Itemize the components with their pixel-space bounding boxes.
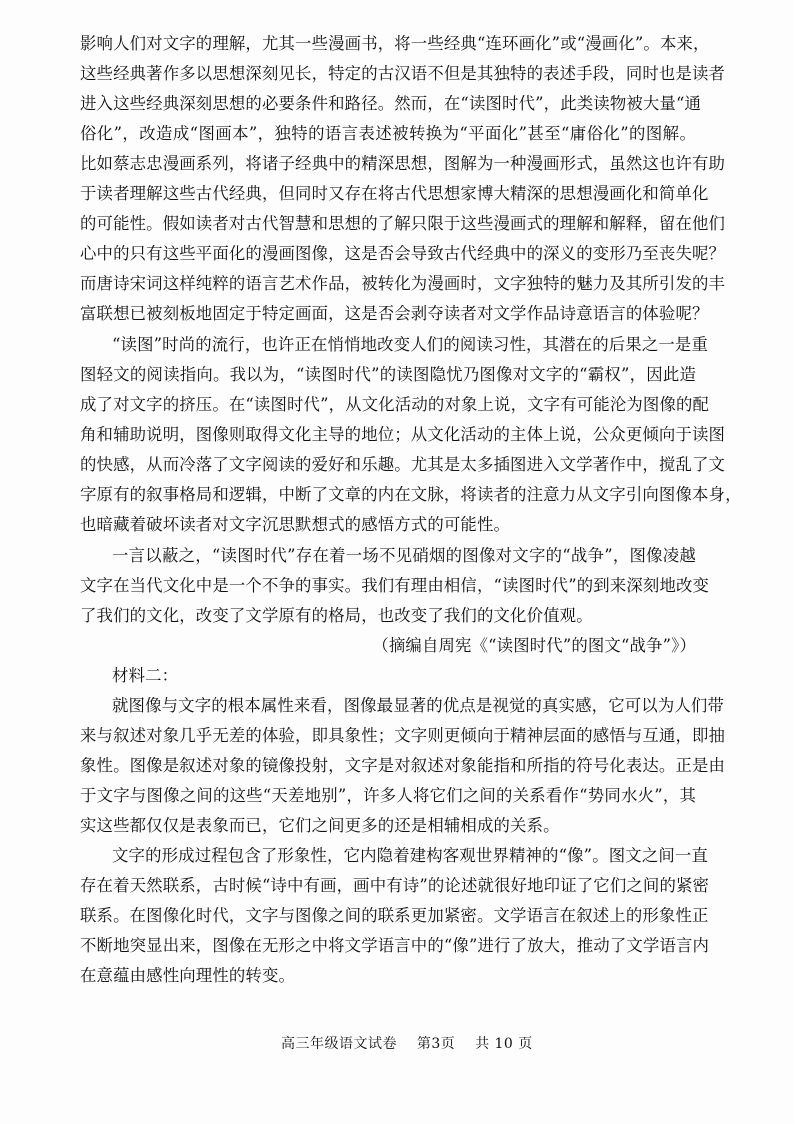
footer-page-number: 第3页: [416, 1036, 456, 1052]
body-line: 字原有的叙事格局和逻辑，中断了文章的内在文脉，将读者的注意力从文字引向图像本身，: [80, 485, 742, 504]
page-footer: [0, 1014, 794, 1074]
body-line: 图轻文的阅读指向。我以为，“读图时代”的读图隐忧乃图像对文字的“霸权”，因此造: [80, 365, 696, 384]
body-line: 一言以蔽之，“读图时代”存在着一场不见硝烟的图像对文字的“战争”，图像凌越: [112, 546, 696, 565]
body-line: 比如蔡志忠漫画系列，将诸子经典中的精深思想，图解为一种漫画形式，虽然这也许有助: [80, 154, 726, 173]
body-line: 文字在当代文化中是一个不争的事实。我们有理由相信，“读图时代”的到来深刻地改变: [80, 576, 710, 595]
body-line: 象性。图像是叙述对象的镜像投射，文字是对叙述对象能指和所指的符号化表达。正是由: [80, 756, 726, 775]
body-line: 了我们的文化，改变了文学原有的格局，也改变了我们的文化价值观。: [80, 606, 593, 625]
body-line: 这些经典著作多以思想深刻见长，特定的古汉语不但是其独特的表述手段，同时也是读者: [80, 64, 726, 83]
body-line: 进入这些经典深刻思想的必要条件和路径。然而，在“读图时代”，此类读物被大量“通: [80, 94, 702, 113]
footer-total-pages: 共 10 页: [475, 1036, 533, 1052]
body-line: 文字的形成过程包含了形象性，它内隐着建构客观世界精神的“像”。图文之间一直: [112, 846, 708, 865]
body-line: 联系。在图像化时代，文字与图像之间的联系更加紧密。文学语言在叙述上的形象性正: [80, 906, 709, 925]
body-line: 影响人们对文字的理解，尤其一些漫画书，将一些经典“连环画化”或“漫画化”。本来，: [80, 34, 710, 53]
body-line: 成了对文字的挤压。在“读图时代”，从文化活动的对象上说，文字有可能沦为图像的配: [80, 395, 710, 414]
body-line: 不断地突显出来，图像在无形之中将文学语言中的“像”进行了放大，推动了文学语言内: [80, 936, 710, 955]
body-line: 实这些都仅仅是表象而已，它们之间更多的还是相辅相成的关系。: [80, 816, 560, 835]
body-line: 的可能性。假如读者对古代智慧和思想的了解只限于这些漫画式的理解和解释，留在他们: [80, 214, 726, 233]
body-line: 在意蕴由感性向理性的转变。: [80, 966, 296, 985]
footer-exam-title: 高三年级语文试卷: [281, 1036, 398, 1052]
body-line: 也暗藏着破坏读者对文字沉思默想式的感悟方式的可能性。: [80, 515, 511, 534]
body-line: 于读者理解这些古代经典，但同时又存在将古代思想家博大精深的思想漫画化和简单化: [80, 184, 709, 203]
body-line: 俗化”，改造成“图画本”，独特的语言表述被转换为“平面化”甚至“庸俗化”的图解。: [80, 124, 696, 143]
body-line: 于文字与图像之间的这些“天差地别”，许多人将它们之间的关系看作“势同水火”，其: [80, 786, 696, 805]
section-heading: 材料二：: [112, 666, 179, 685]
body-line: 来与叙述对象几乎无差的体验，即具象性；文字则更倾向于精神层面的感悟与互通，即抽: [80, 726, 726, 745]
body-line: 富联想已被刻板地固定于特定画面，这是否会剥夺读者对文学作品诗意语言的体验呢？: [80, 304, 709, 323]
body-line: 就图像与文字的根本属性来看，图像最显著的优点是视觉的真实感，它可以为人们带: [112, 696, 725, 715]
body-line: 角和辅助说明，图像则取得文化主导的地位；从文化活动的主体上说，公众更倾向于读图: [80, 425, 726, 444]
body-line: 心中的只有这些平面化的漫画图像，这是否会导致古代经典中的深义的变形乃至丧失呢？: [80, 244, 726, 263]
body-line: “读图”时尚的流行，也许正在悄悄地改变人们的阅读习性，其潜在的后果之一是重: [112, 335, 708, 354]
source-note: （摘编自周宪《“读图时代”的图文“战争”》）: [372, 636, 696, 655]
body-line: 存在着天然联系，古时候“诗中有画，画中有诗”的论述就很好地印证了它们之间的紧密: [80, 876, 710, 895]
body-line: 而唐诗宋词这样纯粹的语言艺术作品，被转化为漫画时，文字独特的魅力及其所引发的丰: [80, 274, 726, 293]
body-line: 的快感，从而冷落了文字阅读的爱好和乐趣。尤其是太多插图进入文学著作中，搅乱了文: [80, 455, 726, 474]
